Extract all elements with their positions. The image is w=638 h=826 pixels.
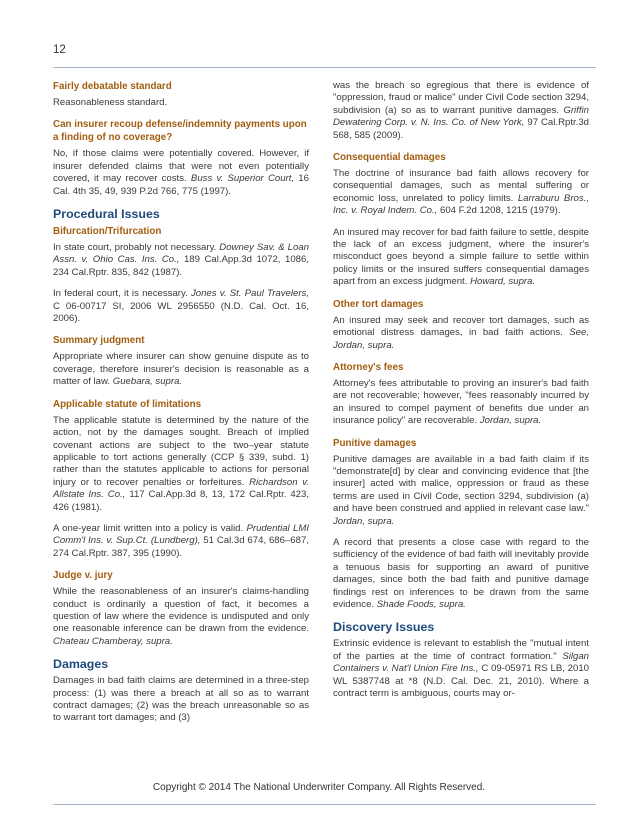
section-heading: Fairly debatable standard bbox=[53, 81, 172, 92]
case-citation: Silgan Containers v. Nat'l Union Fire Ins., bbox=[333, 650, 590, 675]
paragraph: Attorney's fees attributable to proving an insurer's bad faith are not recoverable; however, "fees reasonably incurred by an insured to compel payment of benefits due under an insurance policy" are recoverable. Jordan, supra. bbox=[333, 377, 589, 427]
page-number: 12 bbox=[53, 44, 66, 56]
major-heading: Discovery Issues bbox=[333, 620, 435, 635]
header-rule bbox=[53, 67, 596, 68]
section-heading: Can insurer recoup defense/indemnity payments upon a finding of no coverage? bbox=[53, 119, 307, 144]
paragraph: Appropriate where insurer can show genuine dispute as to coverage, therefore insurer's decision is reasonable as a matter of law. Guebara, supra. bbox=[53, 351, 309, 388]
section-heading: Other tort damages bbox=[333, 298, 424, 310]
section-heading: Consequential damages bbox=[333, 152, 446, 164]
case-citation: Guebara, supra. bbox=[112, 376, 183, 388]
section-heading: Punitive damages bbox=[333, 437, 417, 449]
section-heading: Applicable statute of limitations bbox=[53, 398, 202, 410]
case-citation: Larraburu Bros., Inc. v. Royal Indem. Co., bbox=[333, 192, 589, 217]
case-citation: Griffin Dewatering Corp. v. N. Ins. Co. of New York, bbox=[333, 104, 589, 129]
major-heading: Damages bbox=[53, 657, 109, 672]
left-column bbox=[53, 80, 309, 734]
paragraph: A one-year limit written into a policy is valid. Prudential LMI Comm'l Ins. v. Sup.Ct. (Lundberg), 51 Cal.3d 674, 686–687, 274 Cal.Rptr. 387, 395 (1990). bbox=[53, 522, 309, 559]
case-citation: Jordan, supra. bbox=[333, 515, 395, 527]
footer-rule bbox=[53, 804, 596, 805]
paragraph: While the reasonableness of an insurer's claims-handling conduct is ordinarily a question of fact, it becomes a question of law where the evidence is undisputed and only one reasonable inference can be drawn from the evidence. Chateau Chamberay, supra. bbox=[53, 586, 309, 647]
copyright-footer: Copyright © 2014 The National Underwriter Company. All Rights Reserved. bbox=[152, 782, 486, 793]
paragraph: An insured may recover for bad faith failure to settle, despite the lack of an excess judgment, where the insurer's misconduct goes beyond a simple failure to settle within policy limits or the insured suffers consequential damages apart from an excess judgment. Howard, supra. bbox=[333, 226, 589, 288]
section-heading: Attorney's fees bbox=[333, 361, 404, 373]
paragraph: Damages in bad faith claims are determined in a three-step process: (1) was there a breach at all so as to warrant contract damages; (2) was the breach unreasonable so as to warrant tort damages; and (3) bbox=[53, 675, 309, 724]
paragraph: The doctrine of insurance bad faith allows recovery for consequential damages, such as mental suffering or economic loss, unrelated to policy limits. Larraburu Bros., Inc. v. Royal Indem. Co., 604 F.2d 1208, 1215 (1979). bbox=[333, 168, 589, 217]
case-citation: Jones v. St. Paul Travelers, bbox=[190, 288, 309, 300]
case-citation: Richardson v. Allstate Ins. Co., bbox=[53, 476, 309, 501]
paragraph: Extrinsic evidence is relevant to establish the "mutual intent of the parties at the time of contract formation." Silgan Containers v. Nat'l Union Fire Ins., C 09-05971 RS LB, 2010 WL 5387748 at *8 (N.D. Cal. Dec. 21, 2010). Where a contract term is ambiguous, courts may or- bbox=[333, 638, 590, 700]
paragraph: An insured may seek and recover tort damages, such as emotional distress damages, in bad faith actions. See, Jordan, supra. bbox=[333, 314, 589, 351]
case-citation: Downey Sav. & Loan Assn. v. Ohio Cas. Ins. Co., bbox=[53, 242, 309, 266]
section-heading: Judge v. jury bbox=[53, 570, 113, 582]
case-citation: Prudential LMI Comm'l Ins. v. Sup.Ct. (Lundberg), bbox=[53, 522, 309, 547]
case-citation: Howard, supra. bbox=[470, 276, 536, 288]
case-citation: Shade Foods, supra. bbox=[376, 599, 466, 610]
case-citation: See, Jordan, supra. bbox=[333, 327, 589, 351]
paragraph: Punitive damages are available in a bad faith claim if its "demonstrate[d] by clear and convincing evidence that [the insurer] acted with malice, oppression or fraud as these terms are used in Civil Code, section 3294, subdivision (a) and have been construed and applied in relevant case law." Jordan, supra. bbox=[333, 453, 589, 527]
paragraph: The applicable statute is determined by the nature of the action, not by the damages sought. Breach of implied covenant actions are subject to the two–year statute applicable to tort actions generally (CCP § 339, subd. 1) rather than the statutes applicable to actions for personal injury or to recover penalties or forfeitures. Richardson v. Allstate Ins. Co., 117 Cal.App.3d 8, 13, 172 Cal.Rptr. 423, 426 (1981). bbox=[53, 414, 309, 513]
section-heading: Bifurcation/Trifurcation bbox=[53, 226, 162, 238]
paragraph: A record that presents a close case with regard to the sufficiency of the evidence of bad faith will inevitably provide a tenuous basis for supporting an award of punitive damages, since both the bad faith and punitive damage findings rest on inferences to be drawn from the same evidence. Shade Foods, supra. bbox=[333, 536, 589, 610]
paragraph: Reasonableness standard. bbox=[53, 97, 168, 108]
case-citation: Buss v. Superior Court, bbox=[190, 173, 295, 185]
right-column bbox=[333, 80, 589, 709]
paragraph: In federal court, it is necessary. Jones v. St. Paul Travelers, C 06-00717 SI, 2006 WL 2956550 (N.D. Cal. Oct. 16, 2006). bbox=[53, 288, 309, 325]
section-heading: Summary judgment bbox=[53, 335, 145, 347]
paragraph: was the breach so egregious that there is evidence of "oppression, fraud or malice" under Civil Code section 3294, subdivision (a) so as to warrant punitive damages. Griffin Dewatering Corp. v. N. Ins. Co. of New York, 97 Cal.Rptr.3d 568, 585 (2009). bbox=[333, 80, 589, 141]
paragraph: In state court, probably not necessary. Downey Sav. & Loan Assn. v. Ohio Cas. Ins. Co., 189 Cal.App.3d 1072, 1086, 234 Cal.Rptr. 835, 842 (1987). bbox=[53, 242, 310, 278]
paragraph: No, if those claims were potentially covered. However, if insurer defended claims that were not even potentially covered, it may recover costs. Buss v. Superior Court, 16 Cal. 4th 35, 49, 939 P.2d 766, 775 (1997). bbox=[53, 148, 309, 197]
major-heading: Procedural Issues bbox=[53, 207, 160, 222]
case-citation: Jordan, supra. bbox=[479, 415, 542, 427]
case-citation: Chateau Chamberay, supra. bbox=[53, 635, 173, 647]
